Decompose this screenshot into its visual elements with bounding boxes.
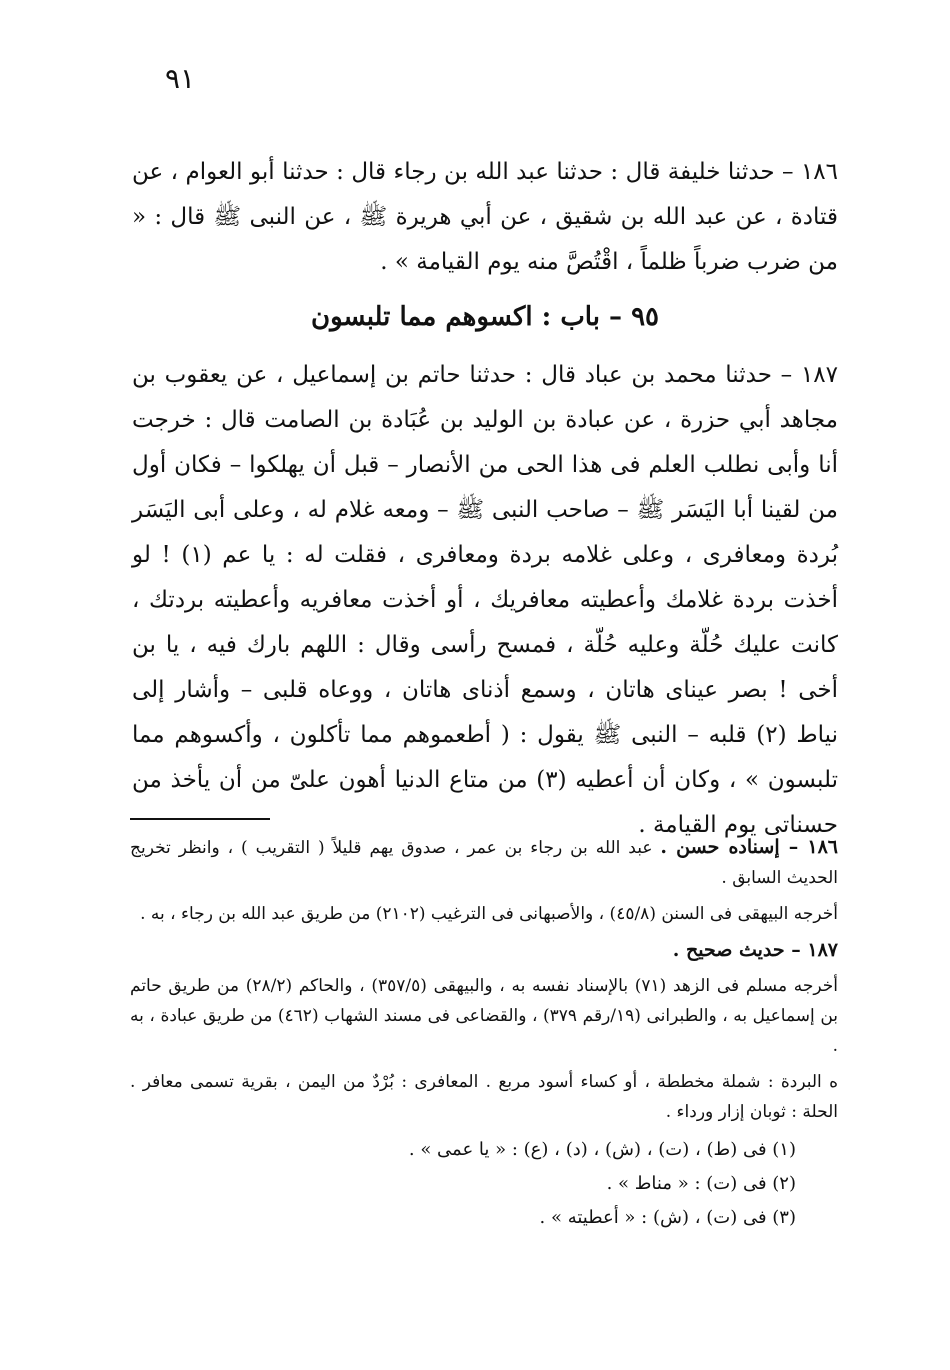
main-text	[132, 150, 838, 848]
chapter-heading: ٩٥ – باب : اكسوهم مما تلبسون	[310, 302, 659, 332]
hadith-186: ١٨٦ – حدثنا خليفة قال : حدثنا عبد الله بن رجاء قال : حدثنا أبو العوام ، عن قتادة ، عن عبد الله بن شقيق ، عن أبي هريرة ﷺ ، عن النبى ﷺ قال : « من ضرب ضرباً ظلماً ، اقْتُصَّ منه يوم القيامة » .	[132, 159, 838, 275]
gloss-note: ه البردة : شملة مخططة ، أو كساء أسود مربع . المعافرى : بُرْدٌ من اليمن ، بقرية تسمى معافر . الحلة : ثوبان إزار ورداء .	[130, 1072, 838, 1122]
variant-reading-3: (٣) فى (ت) ، (ش) : « أعطيته » .	[539, 1207, 796, 1228]
note-186-takhrij: أخرجه البيهقى فى السنن (٤٥/٨) ، والأصبهانى فى الترغيب (٢١٠٢) من طريق عبد الله بن رجاء ، به .	[140, 904, 838, 924]
variant-reading-2: (٢) فى (ت) : « مناط » .	[606, 1173, 796, 1194]
variant-readings	[130, 1133, 838, 1235]
page-number: ٩١	[164, 62, 196, 95]
note-187-takhrij: أخرجه مسلم فى الزهد (٧١) بالإسناد نفسه به ، والبيهقى (٣٥٧/٥) ، والحاكم (٢٨/٢) من طريق حاتم بن إسماعيل به ، والطبرانى (١٩/رقم ٣٧٩) ، والقضاعى فى مسند الشهاب (٤٦٢) من طريق عبادة ، به .	[130, 976, 839, 1056]
note-186	[130, 832, 838, 893]
note-186-heading: ١٨٦ – إسناده حسن .	[660, 836, 839, 858]
note-186-text: عبد الله بن رجاء بن عمر ، صدوق يهم قليلاً ( التقريب ) ، وانظر تخريج الحديث السابق .	[130, 838, 838, 888]
note-187-heading: ١٨٧ – حديث صحيح .	[672, 939, 838, 961]
footnote-divider	[130, 818, 270, 820]
footnotes	[130, 818, 838, 1235]
hadith-187: ١٨٧ – حدثنا محمد بن عباد قال : حدثنا حاتم بن إسماعيل ، عن يعقوب بن مجاهد أبي حزرة ، عن عبادة بن الوليد بن عُبَادة بن الصامت قال : خرجت أنا وأبى نطلب العلم فى هذا الحى من الأنصار – قبل أن يهلكوا – فكان أول من لقينا أبا اليَسَر ﷺ – صاحب النبى ﷺ – ومعه غلام له ، وعلى أبى اليَسَر بُردة ومعافرى ، وعلى غلامه بردة ومعافرى ، فقلت له : يا عم (١) ! لو أخذت بردة غلامك وأعطيته معافريك ، أو أخذت معافريه وأعطيته بردتك ، كانت عليك حُلّة وعليه حُلّة ، فمسح رأسى وقال : اللهم بارك فيه ، يا بن أخى ! بصر عيناى هاتان ، وسمع أذناى هاتان ، ووعاه قلبى – وأشار إلى نياط (٢) قلبه – النبى ﷺ يقول : ( أطعموهم مما تأكلون ، وأكسوهم مما تلبسون » ، وكان أن أعطيه (٣) من متاع الدنيا أهون علىّ من أن يأخذ من حسناتى يوم القيامة .	[132, 362, 839, 838]
variant-reading-1: (١) فى (ط) ، (ت) ، (ش) ، (د) ، (ع) : « يا عمى » .	[408, 1139, 796, 1160]
